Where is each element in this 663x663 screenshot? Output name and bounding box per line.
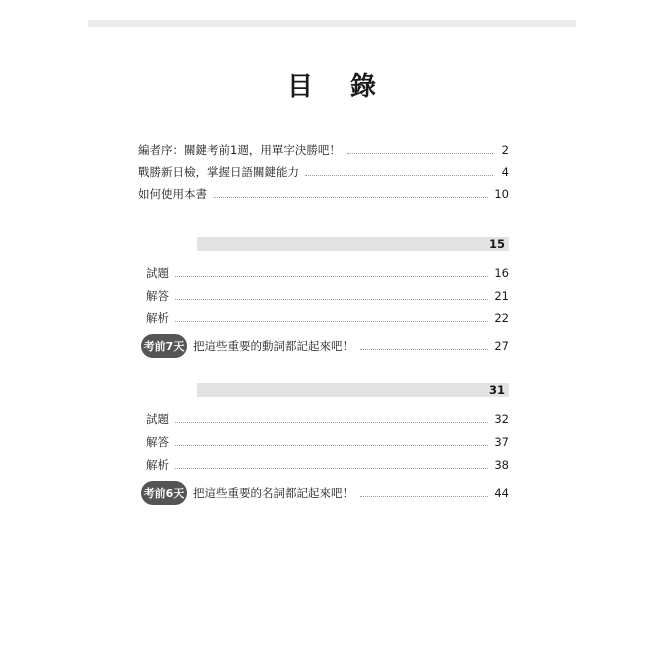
section-page: 31: [488, 383, 505, 397]
leader-dots: [305, 175, 493, 176]
toc-entry-page: 37: [494, 435, 509, 449]
toc-entry-page: 32: [494, 412, 509, 426]
toc-entry-page: 21: [494, 289, 509, 303]
toc-entry-page: 10: [494, 187, 509, 201]
toc-entry-questions[interactable]: [146, 264, 509, 282]
leader-dots: [175, 468, 488, 469]
leader-dots: [175, 321, 488, 322]
toc-entry-label: 解答: [146, 435, 169, 449]
toc-entry-page: 27: [494, 339, 509, 353]
toc-entry-page: 2: [501, 143, 509, 157]
leader-dots: [175, 299, 488, 300]
toc-entry-howto[interactable]: [138, 185, 509, 203]
toc-entry-questions[interactable]: [146, 410, 509, 428]
toc-entry-answers[interactable]: [146, 433, 509, 451]
toc-entry-label: 解析: [146, 458, 169, 472]
leader-dots: [213, 197, 488, 198]
toc-entry-page: 44: [494, 486, 509, 500]
section-header-bar[interactable]: [197, 237, 509, 251]
leader-dots: [175, 276, 488, 277]
toc-entry-page: 22: [494, 311, 509, 325]
leader-dots: [347, 153, 493, 154]
toc-entry-label: 如何使用本書: [138, 187, 207, 201]
page-title: 目 錄: [286, 72, 391, 102]
toc-entry-explanations[interactable]: [146, 309, 509, 327]
toc-entry-label: 試題: [146, 412, 169, 426]
toc-entry-explanations[interactable]: [146, 456, 509, 474]
toc-entry-label: 把這些重要的名詞都記起來吧！: [193, 486, 354, 500]
days-before-badge: 考前6天: [141, 481, 187, 505]
days-before-badge: 考前7天: [141, 334, 187, 358]
top-edge-strip: [88, 20, 576, 27]
toc-entry-preface[interactable]: [138, 141, 509, 159]
section-header-bar[interactable]: [197, 383, 509, 397]
toc-entry-nouns[interactable]: [141, 481, 509, 505]
toc-entry-label: 解答: [146, 289, 169, 303]
toc-entry-page: 16: [494, 266, 509, 280]
toc-entry-answers[interactable]: [146, 287, 509, 305]
toc-entry-intro[interactable]: [138, 163, 509, 181]
toc-entry-label: 把這些重要的動詞都記起來吧！: [193, 339, 354, 353]
leader-dots: [175, 445, 488, 446]
toc-entry-verbs[interactable]: [141, 334, 509, 358]
toc-entry-label: 戰勝新日檢，掌握日語關鍵能力: [138, 165, 299, 179]
section-page: 15: [488, 237, 505, 251]
leader-dots: [360, 349, 488, 350]
leader-dots: [175, 422, 488, 423]
leader-dots: [360, 496, 488, 497]
toc-entry-label: 解析: [146, 311, 169, 325]
toc-entry-page: 4: [501, 165, 509, 179]
toc-entry-label: 試題: [146, 266, 169, 280]
toc-entry-label: 編者序：關鍵考前1週，用單字決勝吧！: [138, 143, 341, 157]
toc-entry-page: 38: [494, 458, 509, 472]
